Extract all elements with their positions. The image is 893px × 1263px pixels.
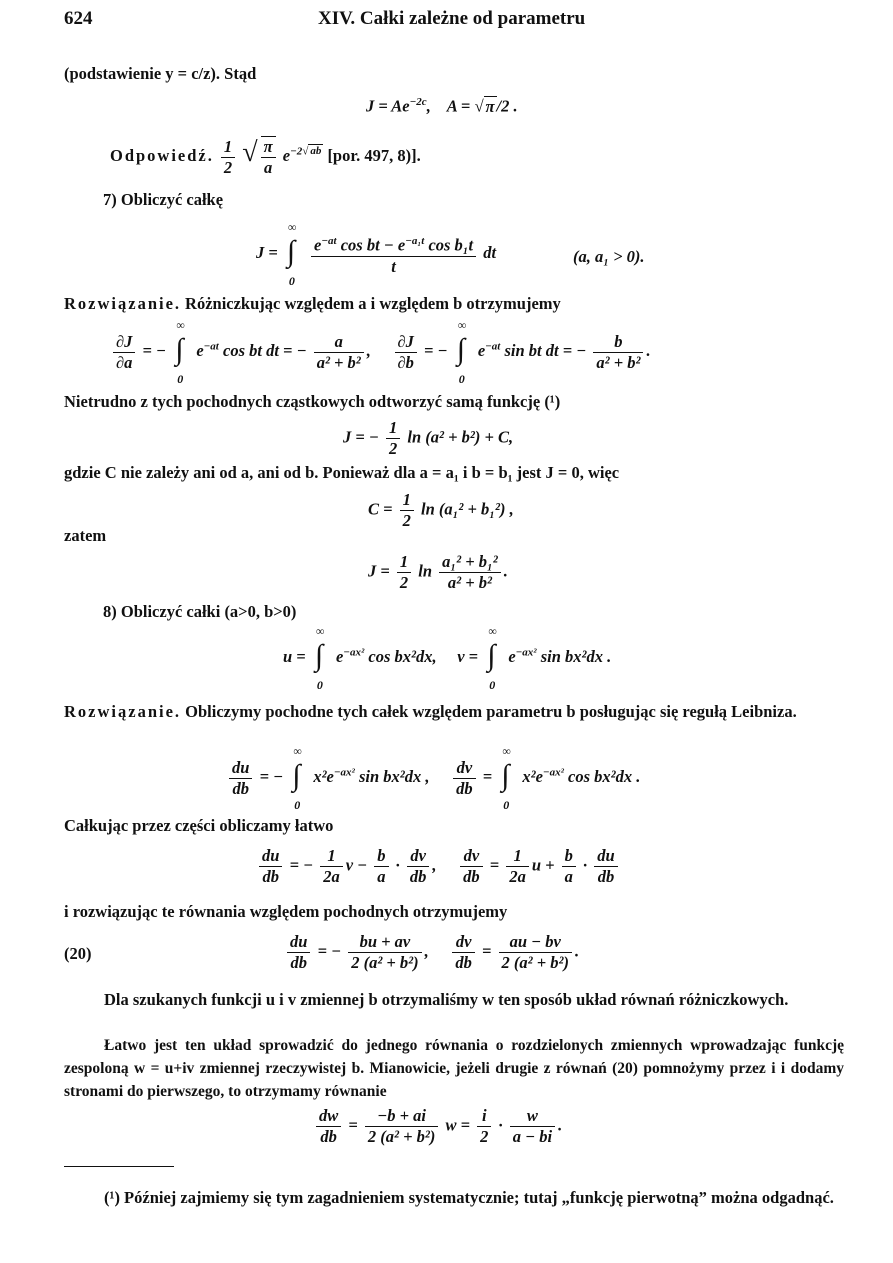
paragraph-dla: Dla szukanych funkcji u i v zmiennej b otrzymaliśmy w ten sposób układ równań różniczkowych. (104, 990, 789, 1009)
answer-label: Odpowiedź. (110, 145, 214, 165)
solution-label: Rozwiązanie. (64, 294, 182, 313)
equation-C: C = $\frac{1}{2}$ ln (a₁² + b₁²) , (368, 490, 514, 530)
equation-J-result: $J = Ae^{-2c}$, A = √ π /2 . (366, 96, 518, 116)
paragraph-gdzie: gdzie C nie zależy ani od a, ani od b. Ponieważ dla a = a₁ i b = b₁ jest J = 0, więc (64, 463, 620, 482)
word-zatem: zatem (64, 526, 107, 545)
paragraph-nietrudno: Nietrudno z tych pochodnych cząstkowych odtworzyć samą funkcję (¹) (64, 392, 561, 411)
page-number: 624 (64, 8, 93, 29)
running-title: XIV. Całki zależne od parametru (318, 8, 586, 29)
equation-dw: $\frac{dw}{db}$ = $\frac{-b + ai}{\text{2 (a² + b²)}}$ w = $\frac{i}{2}$ · $\frac{w}{a - bi}$ . (313, 1106, 562, 1147)
text-line-substitution: (podstawienie y = c/z). Stąd (64, 64, 257, 83)
task-8: 8) Obliczyć całki (a>0, b>0) (103, 602, 297, 621)
task-7: 7) Obliczyć całkę (103, 190, 224, 209)
solution-8-text: Obliczymy pochodne tych całek względem parametru b posługując się regułą Leibniza. (185, 702, 797, 721)
answer-line: Odpowiedź. $\frac{1}{2}$ √ $\frac{\pi}{a}$ $e^{-2√ ab}$ [por. 497, 8)]. (110, 136, 421, 177)
paragraph-calkujac: Całkując przez części obliczamy łatwo (64, 816, 334, 835)
condition-7: (a, a₁ > 0). (573, 247, 645, 266)
equation-partial-derivatives: $\frac{\partial J}{\partial a}$ = − ∞ ∫ 0 $e^{-at}$ cos bt dt = − $\frac{a}{\text{a² + b²}}$ , $\frac{\partial J}{\partial b}$ = − ∞ ∫ 0 $e^{-at}$ sin bt dt = − $\frac{b}{\text{a² + b²}}$ . (110, 326, 651, 378)
equation-J-final: J = $\frac{1}{2}$ ln $\frac{\text{a₁² + b₁²}}{\text{a² + b²}}$ . (368, 552, 508, 592)
solution-label-2: Rozwiązanie. (64, 702, 182, 721)
equation-20: $\frac{du}{db}$ = − $\frac{bu + av}{\text{2 (a² + b²)}}$ , $\frac{dv}{db}$ = $\frac{au - bv}{\text{2 (a² + b²)}}$ . (284, 932, 579, 973)
equation-number-20: (20) (64, 944, 92, 963)
equation-J-log: J = − $\frac{1}{2}$ ln (a² + b²) + C, (343, 418, 514, 458)
solution-8-paragraph (64, 700, 844, 723)
solution-7-line (64, 294, 561, 314)
equation-J-integral: J = ∞ ∫ 0 $\frac{e^{-at} \cos bt - e^{-a_1t} \cos b_1t}{t}$ dt (256, 220, 497, 288)
solution-7-text: Różniczkując względem a i względem b otrzymujemy (185, 294, 561, 313)
equation-u-v: u = ∞ ∫ 0 $e^{-ax^2}$ cos bx²dx, v = ∞ ∫ 0 $e^{-ax^2}$ sin bx²dx . (283, 624, 612, 692)
equation-du-dv: $\frac{du}{db}$ = − ∞ ∫ 0 $x^2e^{-ax^2}$ sin bx²dx , $\frac{dv}{db}$ = ∞ ∫ 0 $x^2e^{-ax^2}$ cos bx²dx . (226, 752, 640, 804)
footnote: (¹) Później zajmiemy się tym zagadnieniem systematycznie; tutaj „funkcję pierwotną” można odgadnąć. (104, 1188, 834, 1207)
paragraph-rozwiazujac: i rozwiązując te równania względem pochodnych otrzymujemy (64, 902, 508, 921)
footnote-rule (64, 1166, 174, 1167)
equation-derivatives-relations: $\frac{du}{db}$ = − $\frac{1}{2a}$ v − $\frac{b}{a}$ · $\frac{dv}{db}$ , $\frac{dv}{db}$ = $\frac{1}{2a}$ u + $\frac{b}{a}$ · $\frac{du}{db}$ (256, 846, 621, 887)
paragraph-latwo: Łatwo jest ten układ sprowadzić do jednego równania o rozdzielonych zmiennych wprowadzając funkcję zespoloną w = u+iv zmiennej rzeczywistej b. Mianowicie, jeżeli drugie z równań (20) pomnożymy przez i i dodamy stronami do pierwszego, to otrzymamy równanie (64, 1037, 844, 1100)
answer-ref: [por. 497, 8)]. (327, 145, 421, 165)
